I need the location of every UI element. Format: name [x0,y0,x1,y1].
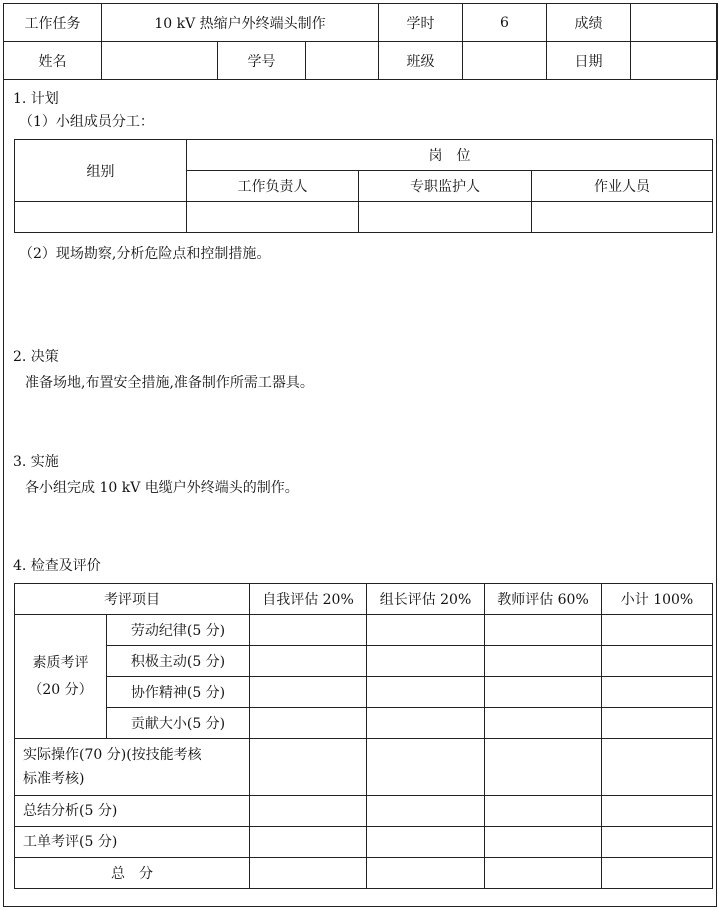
section3-title: 3. 实施 [13,454,59,470]
score-cell[interactable] [250,615,367,646]
workers-cell[interactable] [532,202,713,233]
section1-sub1: （1）小组成员分工： [19,114,154,130]
id-field[interactable] [306,42,379,80]
score-cell[interactable] [367,858,485,889]
score-cell[interactable] [250,796,367,827]
quality-item: 积极主动(5 分) [107,646,250,677]
id-label: 学号 [218,42,306,80]
score-cell[interactable] [602,827,713,858]
score-cell[interactable] [485,858,602,889]
score-cell[interactable] [250,677,367,708]
task-label: 工作任务 [4,4,102,42]
score-cell[interactable] [485,677,602,708]
practice-label-line2: 标准考核) [23,771,85,787]
score-cell[interactable] [250,646,367,677]
score-cell[interactable] [367,739,485,796]
class-field[interactable] [463,42,547,80]
score-cell[interactable] [250,827,367,858]
score-cell[interactable] [602,646,713,677]
score-cell[interactable] [367,708,485,739]
score-cell[interactable] [250,708,367,739]
name-label: 姓名 [4,42,102,80]
score-cell[interactable] [485,796,602,827]
score-cell[interactable] [367,677,485,708]
subtotal-header: 小计 100% [602,584,713,615]
task-value: 10 kV 热缩户外终端头制作 [102,4,379,42]
score-cell[interactable] [485,739,602,796]
score-cell[interactable] [602,796,713,827]
leader-eval-header: 组长评估 20% [367,584,485,615]
evaluation-table [14,583,713,889]
group-label: 组别 [15,140,187,202]
date-label: 日期 [547,42,631,80]
quality-label-line1: 素质考评 [32,654,89,671]
quality-label-line2: （20 分） [28,681,93,698]
score-label: 成绩 [547,4,631,42]
score-cell[interactable] [602,677,713,708]
name-field[interactable] [102,42,218,80]
quality-item: 贡献大小(5 分) [107,708,250,739]
teacher-eval-header: 教师评估 60% [485,584,602,615]
score-cell[interactable] [250,858,367,889]
col-supervisor: 专职监护人 [359,171,532,202]
col-leader: 工作负责人 [187,171,359,202]
quality-item: 协作精神(5 分) [107,677,250,708]
post-label: 岗 位 [187,140,713,171]
hours-label: 学时 [379,4,463,42]
worksheet-label: 工单考评(5 分) [15,827,250,858]
score-cell[interactable] [602,739,713,796]
leader-cell[interactable] [187,202,359,233]
score-field[interactable] [631,4,718,42]
section1-sub2: （2）现场勘察,分析危险点和控制措施。 [19,246,271,262]
section2-title: 2. 决策 [13,349,59,365]
practice-label [15,739,250,796]
hours-value: 6 [463,4,547,42]
col-workers: 作业人员 [532,171,713,202]
section3-text: 各小组完成 10 kV 电缆户外终端头的制作。 [25,480,299,496]
score-cell[interactable] [367,615,485,646]
quality-item: 劳动纪律(5 分) [107,615,250,646]
header-table [3,3,718,80]
score-cell[interactable] [485,615,602,646]
worksheet [3,3,717,907]
score-cell[interactable] [602,858,713,889]
score-cell[interactable] [485,646,602,677]
section1-title: 1. 计划 [13,91,59,107]
score-cell[interactable] [602,615,713,646]
score-cell[interactable] [485,708,602,739]
section4-title: 4. 检查及评价 [13,558,101,574]
class-label: 班级 [379,42,463,80]
score-cell[interactable] [367,646,485,677]
score-cell[interactable] [250,739,367,796]
section2-text: 准备场地,布置安全措施,准备制作所需工器具。 [25,375,314,391]
total-label: 总 分 [15,858,250,889]
quality-label [15,615,107,739]
group-cell[interactable] [15,202,187,233]
score-cell[interactable] [602,708,713,739]
date-field[interactable] [631,42,718,80]
item-label: 考评项目 [15,584,250,615]
self-eval-header: 自我评估 20% [250,584,367,615]
score-cell[interactable] [485,827,602,858]
score-cell[interactable] [367,796,485,827]
supervisor-cell[interactable] [359,202,532,233]
score-cell[interactable] [367,827,485,858]
summary-label: 总结分析(5 分) [15,796,250,827]
practice-label-line1: 实际操作(70 分)(按技能考核 [23,746,202,763]
group-table [14,139,713,233]
